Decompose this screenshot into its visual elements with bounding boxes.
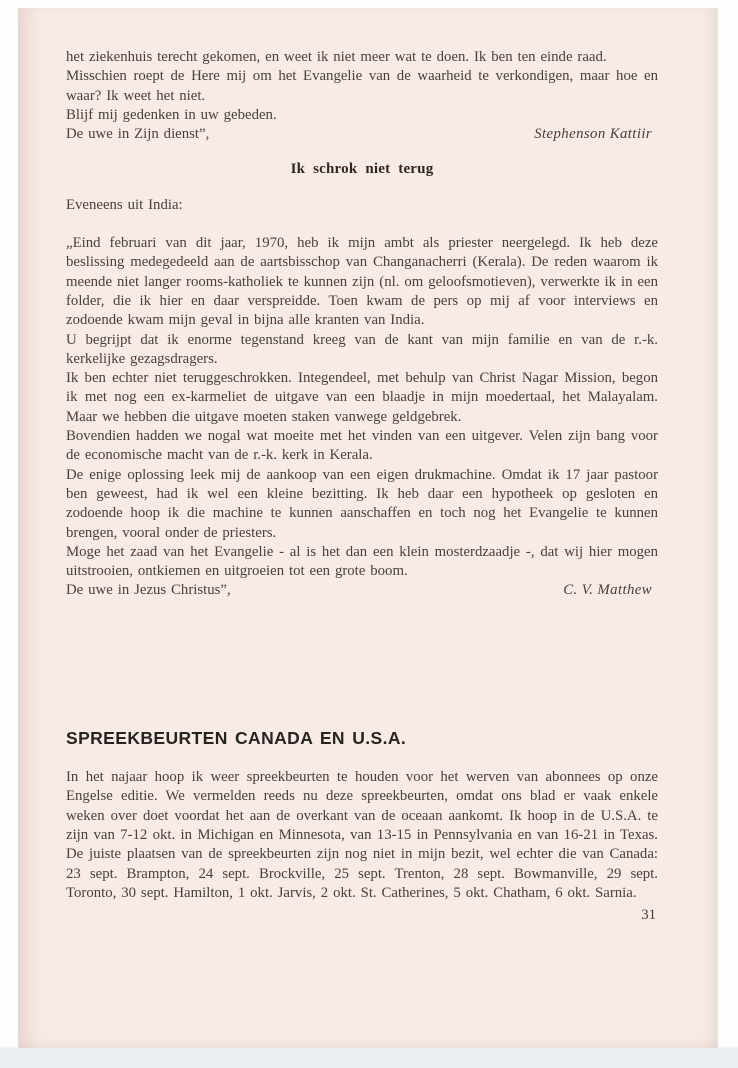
letter1-line: Blijf mij gedenken in uw gebeden.	[66, 106, 277, 123]
section1-paragraph: Bovendien hadden we nogal wat moeite met het vinden van een uitgever. Velen zijn bang voor de economische macht van de r.-k. kerk in Kerala.	[66, 428, 658, 464]
letter1-line: het ziekenhuis terecht gekomen, en weet ik niet meer wat te doen. Ik ben ten einde raad.	[66, 49, 607, 65]
section1-intro: Eveneens uit India:	[66, 196, 183, 213]
letter1-closing: De uwe in Zijn dienst”,	[66, 126, 210, 143]
section1-paragraph: Moge het zaad van het Evangelie - al is het dan een klein mosterdzaadje -, dat wij hier mogen uitstrooien, ontkiemen en uitgroeien tot een grote boom.	[66, 543, 658, 580]
section2-heading: SPREEKBEURTEN CANADA EN U.S.A.	[66, 727, 407, 748]
section1-paragraph: Ik ben echter niet teruggeschrokken. Integendeel, met behulp van Christ Nagar Mission, begon ik met nog een ex-karmeliet de uitgave van een blaadje in mijn moedertaal, het Malayalam. Maar we hebben die uitgave moeten staken vanwege geldgebrek.	[66, 370, 658, 425]
section1-paragraph: De enige oplossing leek mij de aankoop van een eigen drukmachine. Omdat ik 17 jaar pastoor ben geweest, had ik wel een kleine bezitting. Ik heb daar een hypotheek op gesloten en zodoende hoop ik die machine te kunnen aanschaffen en toch nog het Evangelie te kunnen brengen, vooral onder de priesters.	[66, 466, 658, 541]
section1-paragraph: „Eind februari van dit jaar, 1970, heb ik mijn ambt als priester neergelegd. Ik heb deze beslissing medegedeeld aan de aartsbisschop van Changanacherri (Kerala). De reden waarom ik meende niet langer rooms-katholiek te kunnen zijn (nl. om geloofsmotieven), verwerkte ik in een folder, die ik hier en daar verspreidde. Toen kwam de pers op mij af voor interviews en zodoende kwam mijn geval in bijna alle kranten van India.	[66, 235, 658, 329]
section1-paragraph: U begrijpt dat ik enorme tegenstand kreeg van de kant van mijn familie en van de r.-k. kerkelijke gezagsdragers.	[66, 331, 658, 367]
page-number: 31	[641, 907, 656, 924]
section1-signature: C. V. Matthew	[563, 582, 652, 599]
page-content	[66, 48, 658, 925]
letter1-closing-row	[66, 125, 658, 144]
section2-paragraph: In het najaar hoop ik weer spreekbeurten te houden voor het werven van abonnees op onze Engelse editie. We vermelden reeds nu deze spreekbeurten, omdat ons blad er vaak enkele weken over doet voordat het aan de overkant van de oceaan aankomt. Ik hoop in de U.S.A. te zijn van 7-12 okt. in Michigan en Minnesota, van 13-15 in Pennsylvania en van 16-21 in Texas. De juiste plaatsen van de spreekbeurten zijn nog niet in mijn bezit, wel echter die van Canada: 23 sept. Brampton, 24 sept. Brockville, 25 sept. Trenton, 28 sept. Bowmanville, 29 sept. Toronto, 30 sept. Hamilton, 1 okt. Jarvis, 2 okt. St. Catherines, 5 okt. Chatham, 6 okt. Sarnia.	[66, 769, 658, 901]
section1-closing: De uwe in Jezus Christus”,	[66, 582, 231, 599]
section1-heading: Ik schrok niet terug	[290, 161, 434, 178]
book-page	[18, 8, 718, 1048]
section1-closing-row	[66, 581, 658, 600]
letter1-line: Misschien roept de Here mij om het Evangelie van de waarheid te verkondigen, maar hoe en waar? Ik weet het niet.	[66, 68, 658, 104]
letter1-signature: Stephenson Kattiir	[534, 126, 652, 143]
